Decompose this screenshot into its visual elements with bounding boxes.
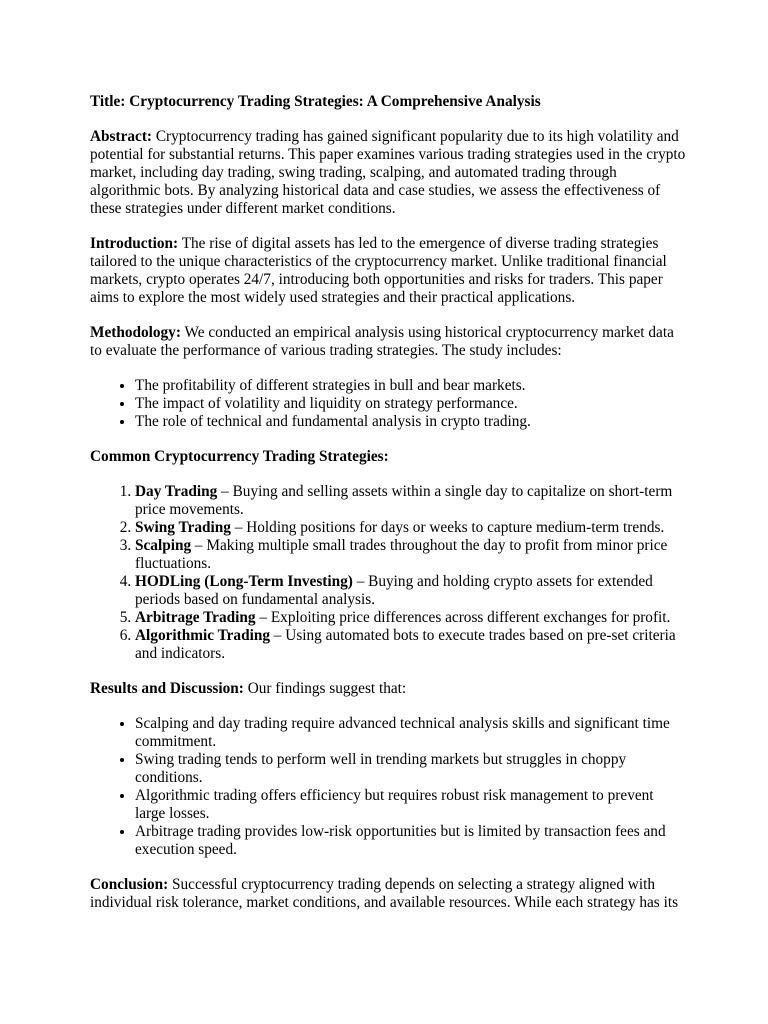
strategy-name: Day Trading [135,483,218,500]
strategies-list [90,483,686,663]
strategy-name: Swing Trading [135,519,231,536]
list-item: • Algorithmic trading offers efficiency but requires robust risk management to prevent large losses. [135,787,686,823]
methodology-label: Methodology: [90,324,181,341]
results-label: Results and Discussion: [90,680,244,697]
results-text: Our findings suggest that: [247,680,407,697]
conclusion-text: Successful cryptocurrency trading depends on selecting a strategy aligned with individual risk tolerance, market conditions, and available resources. While each strategy has its [90,876,679,911]
results-list [90,715,686,859]
conclusion-label: Conclusion: [90,876,169,893]
introduction-paragraph [90,235,686,307]
abstract-paragraph [90,128,686,218]
methodology-paragraph [90,324,686,360]
strategy-name: HODLing (Long-Term Investing) [135,573,353,590]
list-item [135,519,686,537]
methodology-list [90,377,686,431]
abstract-label: Abstract: [90,128,153,145]
abstract-text: Cryptocurrency trading has gained significant popularity due to its high volatility and potential for substantial returns. This paper examines various trading strategies used in the crypto market, including day trading, swing trading, scalping, and automated trading through algorithmic bots. By analyzing historical data and case studies, we assess the effectiveness of these strategies under different market conditions. [90,128,686,217]
results-paragraph [90,680,686,698]
list-item [135,573,686,609]
introduction-text: The rise of digital assets has led to the emergence of diverse trading strategies tailored to the unique characteristics of the cryptocurrency market. Unlike traditional financial markets, crypto operates 24/7, introducing both opportunities and risks for traders. This paper aims to explore the most widely used strategies and their practical applications. [90,235,667,306]
list-item: • The profitability of different strategies in bull and bear markets. [135,377,686,395]
list-item [135,609,686,627]
strategies-heading-text: Common Cryptocurrency Trading Strategies: [90,448,389,465]
strategy-description: – Making multiple small trades throughout the day to profit from minor price fluctuations. [135,537,668,572]
strategy-name: Arbitrage Trading [135,609,256,626]
document-title [90,93,686,111]
list-item: • The role of technical and fundamental analysis in crypto trading. [135,413,686,431]
document-page [90,93,686,929]
title-label: Title: [90,93,126,110]
list-item [135,627,686,663]
list-item: • Swing trading tends to perform well in trending markets but struggles in choppy conditions. [135,751,686,787]
title-text: Cryptocurrency Trading Strategies: A Comprehensive Analysis [129,93,541,110]
strategy-description: – Buying and selling assets within a single day to capitalize on short-term price movements. [135,483,673,518]
list-item [135,483,686,519]
strategy-description: – Using automated bots to execute trades based on pre-set criteria and indicators. [135,627,676,662]
conclusion-paragraph [90,876,686,912]
strategy-description: – Buying and holding crypto assets for extended periods based on fundamental analysis. [135,573,653,608]
list-item: • The impact of volatility and liquidity on strategy performance. [135,395,686,413]
list-item: • Scalping and day trading require advanced technical analysis skills and significant time commitment. [135,715,686,751]
strategy-name: Algorithmic Trading [135,627,270,644]
strategies-heading [90,448,686,466]
strategy-description: – Exploiting price differences across different exchanges for profit. [255,609,671,626]
list-item: • Arbitrage trading provides low-risk opportunities but is limited by transaction fees and execution speed. [135,823,686,859]
strategy-description: – Holding positions for days or weeks to capture medium-term trends. [230,519,665,536]
methodology-text: We conducted an empirical analysis using historical cryptocurrency market data to evaluate the performance of various trading strategies. The study includes: [90,324,674,359]
list-item [135,537,686,573]
introduction-label: Introduction: [90,235,179,252]
strategy-name: Scalping [135,537,192,554]
